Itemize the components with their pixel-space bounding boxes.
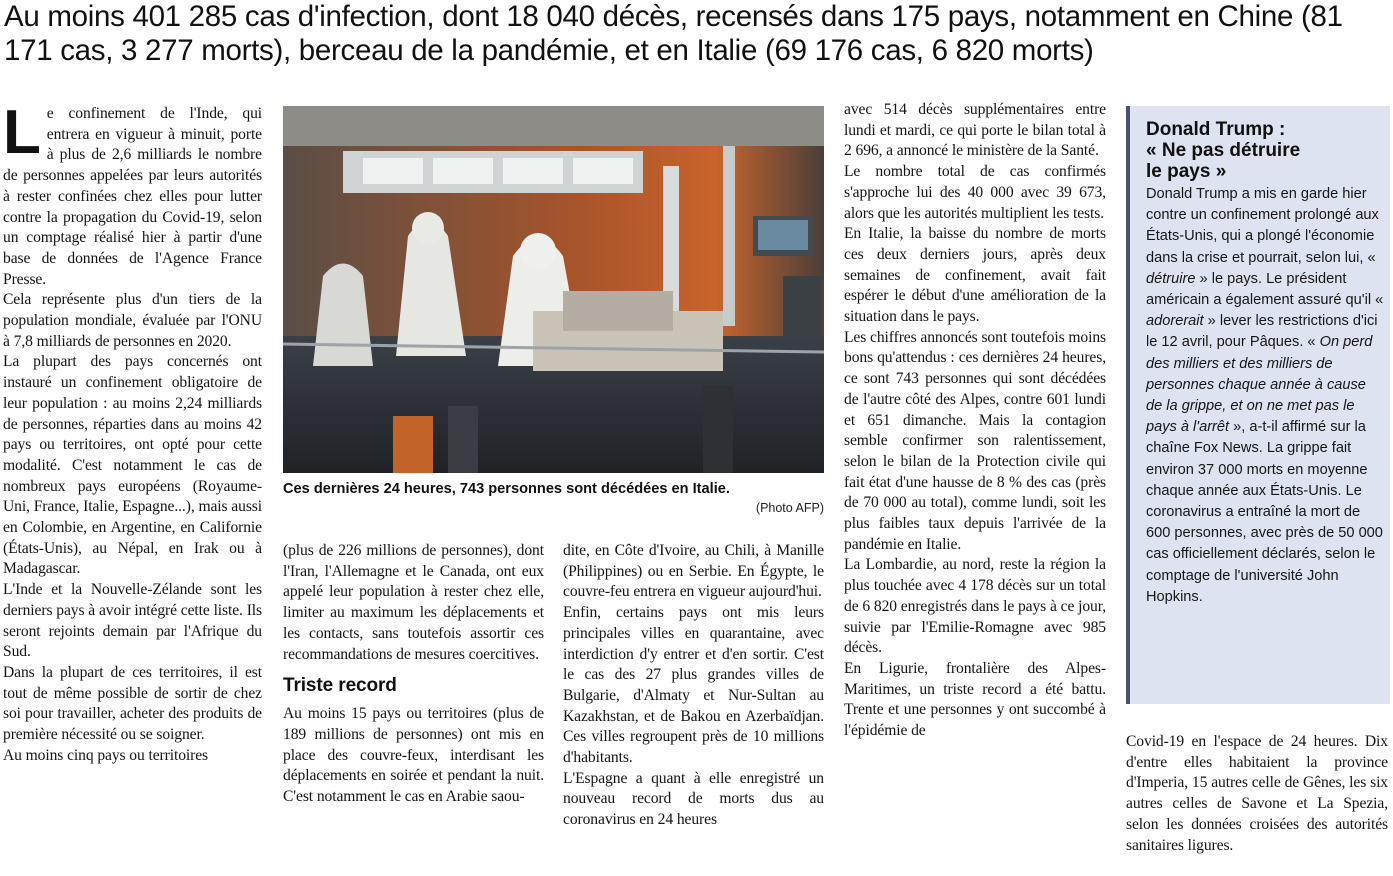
sidebar-quote: adorerait xyxy=(1146,313,1204,330)
sidebar-text: » le pays. Le président américain a également assuré qu'il « xyxy=(1146,270,1384,309)
sidebar-text: », a-t-il affirmé sur la chaîne Fox News. La grippe fait environ 37 000 morts en moyenne chaque année aux États-Unis. Le coronavirus a entraîné la mort de 600 personnes, avec près de 50 000 cas officiellement déclarés, selon le comptage de l'université John Hopkins. xyxy=(1146,419,1383,605)
paragraph: Au moins cinq pays ou territoires xyxy=(3,746,209,764)
paragraph: En Ligurie, frontalière des Alpes-Maritimes, un triste record a été battu. Trente et une personnes y ont succombé à l'épidémie de xyxy=(844,659,1106,740)
paragraph: La plupart des pays concernés ont instauré un confinement obligatoire de leur population : au moins 2,24 milliards de personnes, réparties dans au moins 42 pays ou territoires, ont opté pour cette modalité. C'est notamment le cas de nombreux pays européens (Royaume-Uni, France, Italie, Espagne...), mais aussi en Colombie, en Argentine, en Californie (États-Unis), au Népal, en Irak ou à Madagascar. xyxy=(3,353,262,578)
paragraph: Cela représente plus d'un tiers de la population mondiale, évaluée par l'ONU à 7,8 milliards de personnes en 2020. xyxy=(3,291,262,350)
sidebar-title-line: le pays » xyxy=(1146,161,1227,182)
sidebar-text: Donald Trump a mis en garde hier contre un confinement prolongé aux États-Unis, qui a plongé l'économie dans la crise et pourrait, selon lui, « xyxy=(1146,186,1379,266)
dropcap: L xyxy=(3,98,41,167)
paragraph: Enfin, certains pays ont mis leurs principales villes en quarantaine, avec interdiction d'y entrer et d'en sortir. C'est le cas des 27 plus grandes villes de Bulgarie, d'Almaty et Nur-Sultan au Kazakhstan, et de Bakou en Azerbaïdjan. Ces villes regroupent près de 10 millions d'habitants. xyxy=(563,604,824,767)
paragraph: L'Inde et la Nouvelle-Zélande sont les derniers pays à avoir intégré cette liste. Ils seront rejoints demain par l'Afrique du Sud. xyxy=(3,581,262,661)
article-column-1 xyxy=(3,98,262,767)
sidebar-box xyxy=(1126,106,1390,704)
paragraph: Dans la plupart de ces territoires, il est tout de même possible de sortir de chez soi pour travailler, acheter des produits de première nécessité ou se soigner. xyxy=(3,663,262,744)
paragraph: Les chiffres annoncés sont toutefois moins bons qu'attendus : ces dernières 24 heures, ce sont 743 personnes qui sont décédées de l'autre côté des Alpes, contre 601 lundi et 651 dimanche. Mais la contagion semble confirmer son ralentissement, selon le bilan de la Protection civile qui fait état d'une hausse de 8 % des cas (près de 70 000 au total), comme lundi, soit les plus faibles taux depuis l'arrivée de la pandémie en Italie. xyxy=(844,328,1106,553)
paragraph: Covid-19 en l'espace de 24 heures. Dix d'entre elles habitaient la province d'Imperia, 15 autres celle de Gênes, les six autres celles de Savone et La Spezia, selon les données croisées des autorités sanitaires ligures. xyxy=(1126,733,1388,854)
photo-credit: (Photo AFP) xyxy=(755,501,824,515)
lead-paragraph-block xyxy=(3,98,262,290)
sidebar-title xyxy=(1146,119,1384,182)
article-column-2 xyxy=(283,541,544,808)
news-photo xyxy=(283,106,824,473)
sidebar-title-line: « Ne pas détruire xyxy=(1146,140,1301,161)
paragraph: (plus de 226 millions de personnes), dont l'Iran, l'Allemagne et le Canada, ont eux appelé leur population à rester chez elle, limiter au maximum les déplacements et les contacts, sans toutefois assortir ces recommandations de mesures coercitives. xyxy=(283,542,544,663)
sidebar-quote: détruire xyxy=(1146,270,1196,287)
article-column-3 xyxy=(563,541,824,831)
article-column-4 xyxy=(844,100,1106,742)
sidebar-title-line: Donald Trump : xyxy=(1146,119,1286,140)
sidebar-quote: On perd des milliers et des milliers de personnes chaque année à cause de la grippe, et on ne met pas le pays à l'arrêt xyxy=(1146,334,1373,436)
lead-paragraph: e confinement de l'Inde, qui entrera en vigueur à minuit, porte à plus de 2,6 milliards le nombre de personnes appelées par leurs autorités à rester confinées chez elles pour lutter contre la propagation du Covid-19, selon un comptage réalisé hier à partir d'une base de données de l'Agence France Presse. xyxy=(3,105,262,288)
paragraph: Le nombre total de cas confirmés s'approche lui des 40 000 avec 39 673, alors que les autorités multiplient les tests. xyxy=(844,163,1106,222)
paragraph: En Italie, la baisse du nombre de morts ces deux derniers jours, après deux semaines de confinement, avait fait espérer le début d'une amélioration de la situation dans le pays. xyxy=(844,225,1106,326)
headline: Au moins 401 285 cas d'infection, dont 18 040 décès, recensés dans 175 pays, notamment en Chine (81 171 cas, 3 277 morts), berceau de la pandémie, et en Italie (69 176 cas, 6 820 morts) xyxy=(4,0,1343,67)
paragraph: avec 514 décès supplémentaires entre lundi et mardi, ce qui porte le bilan total à 2 696, a annoncé le ministère de la Santé. xyxy=(844,101,1106,160)
sidebar-body xyxy=(1146,184,1384,608)
subheading: Triste record xyxy=(283,675,397,697)
paragraph: Au moins 15 pays ou territoires (plus de 189 millions de personnes) ont mis en place des couvre-feux, interdisant les déplacements en soirée et pendant la nuit. C'est notamment le cas en Arabie saou- xyxy=(283,705,544,806)
sidebar-text: » lever les restrictions d'ici le 12 avril, pour Pâques. « xyxy=(1146,313,1378,351)
hospital-icu-image xyxy=(283,106,824,473)
article-column-5 xyxy=(1126,732,1388,856)
photo-caption: Ces dernières 24 heures, 743 personnes sont décédées en Italie. xyxy=(283,481,730,497)
paragraph: dite, en Côte d'Ivoire, au Chili, à Manille (Philippines) ou en Serbie. En Égypte, le couvre-feu entrera en vigueur aujourd'hui. xyxy=(563,542,824,601)
paragraph: L'Espagne a quant à elle enregistré un nouveau record de morts dus au coronavirus en 24 heures xyxy=(563,769,824,829)
paragraph: La Lombardie, au nord, reste la région la plus touchée avec 4 178 décès sur un total de 6 820 enregistrés dans le pays à ce jour, suivie par l'Emilie-Romagne avec 985 décès. xyxy=(844,556,1106,657)
